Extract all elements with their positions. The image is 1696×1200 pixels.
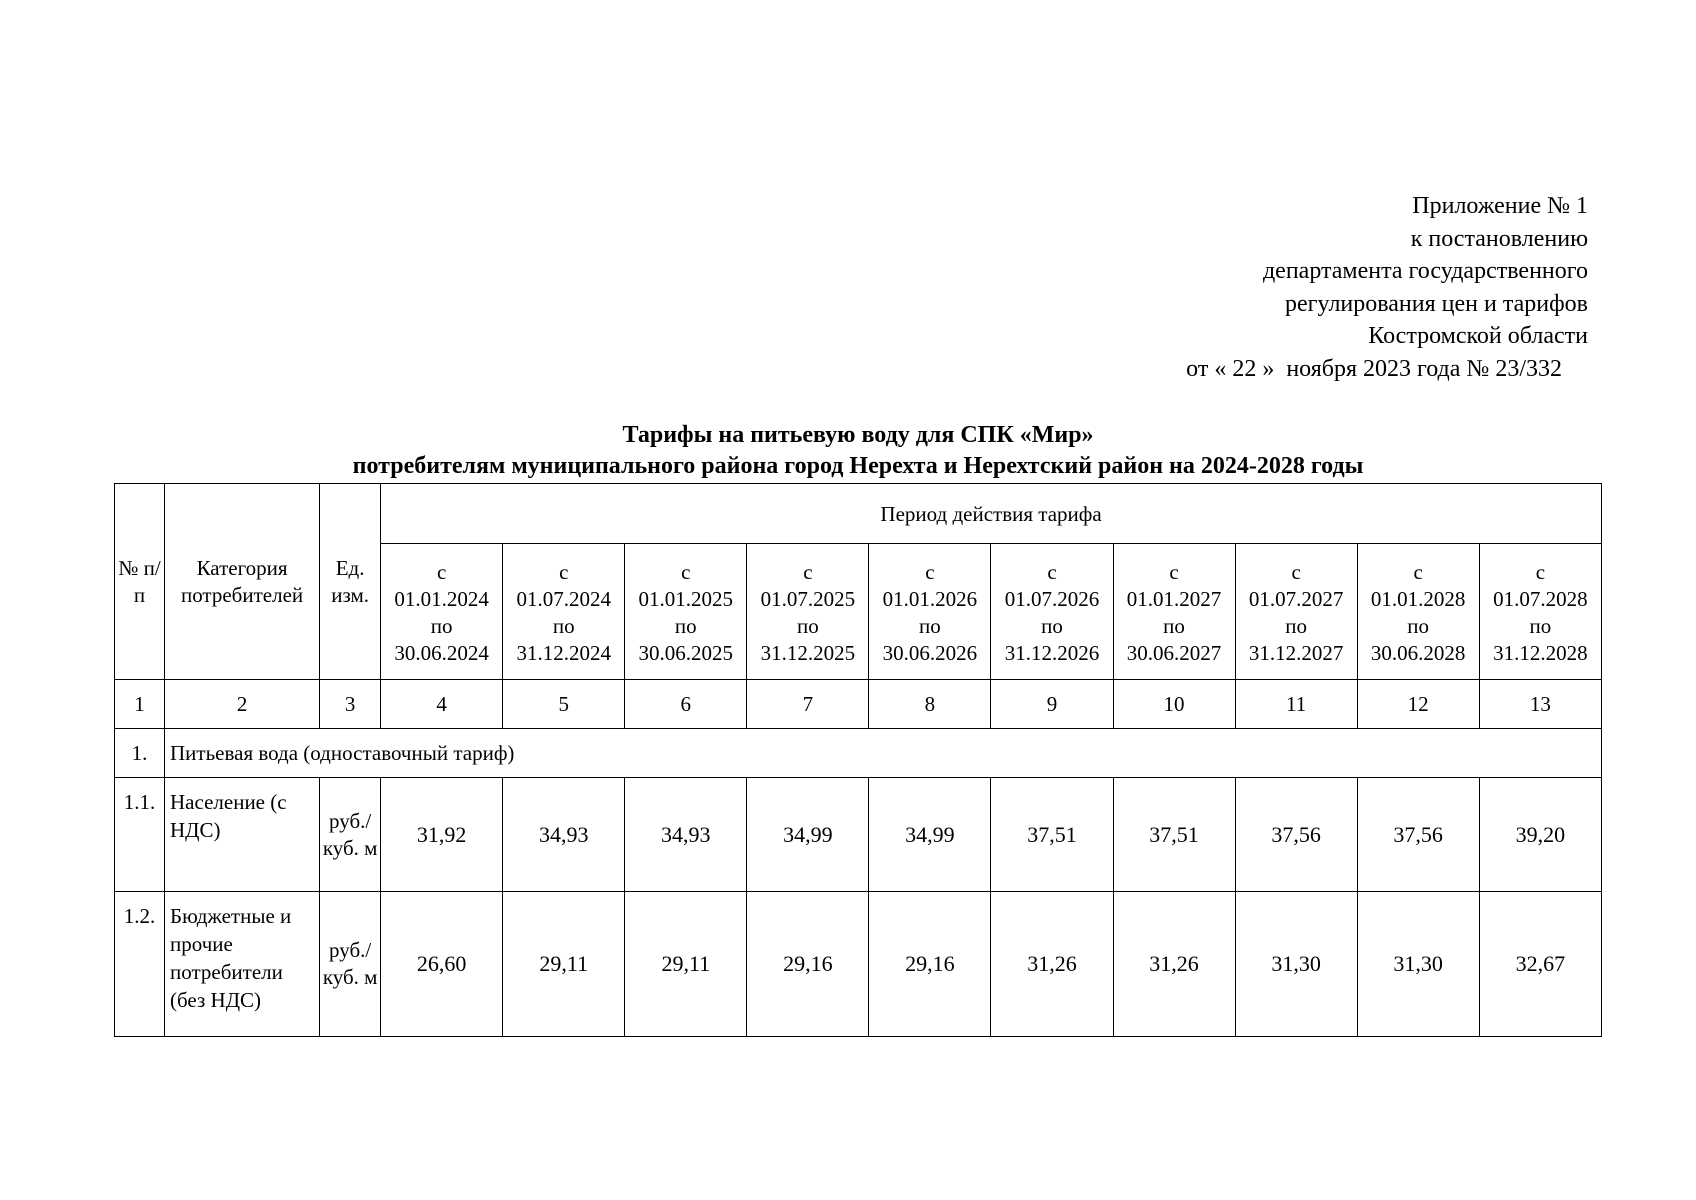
column-number-cell: 12: [1357, 680, 1479, 729]
period-to-word: по: [1529, 613, 1552, 638]
row-unit: руб./ куб. м: [320, 892, 381, 1037]
period-to: 30.06.2027: [1126, 640, 1222, 665]
tariff-value-cell: 34,93: [625, 778, 747, 892]
period-from: 01.01.2024: [394, 586, 489, 611]
period-to: 31.12.2027: [1248, 640, 1344, 665]
tariff-value-cell: 37,51: [1113, 778, 1235, 892]
section-index: 1.: [115, 729, 165, 778]
period-header-cell: [1113, 544, 1235, 680]
appendix-line-5: Костромской области: [1368, 323, 1588, 349]
period-from: 01.07.2027: [1248, 586, 1344, 611]
column-number-cell: 4: [381, 680, 503, 729]
title-line-2: потребителям муниципального района город Нерехта и Нерехтский район на 2024-2028 годы: [352, 453, 1364, 479]
tariff-value-cell: 31,26: [1113, 892, 1235, 1037]
tariff-value-cell: 32,67: [1479, 892, 1601, 1037]
tariff-value-cell: 34,99: [869, 778, 991, 892]
tariff-value-cell: 29,16: [747, 892, 869, 1037]
period-from: 01.01.2026: [882, 586, 978, 611]
period-header-cell: [747, 544, 869, 680]
appendix-line-3: департамента государственного: [1262, 258, 1588, 284]
tariff-value-cell: 31,30: [1357, 892, 1479, 1037]
row-category: Бюджетные и прочие потребители (без НДС): [165, 892, 320, 1037]
tariff-value-cell: 29,11: [503, 892, 625, 1037]
row-unit: руб./ куб. м: [320, 778, 381, 892]
title-line-1: Тарифы на питьевую воду для СПК «Мир»: [622, 422, 1094, 448]
header-unit: Ед. изм.: [320, 484, 381, 680]
column-number-cell: 13: [1479, 680, 1601, 729]
period-to-word: по: [796, 613, 819, 638]
tariff-value-cell: 31,30: [1235, 892, 1357, 1037]
appendix-line-4: регулирования цен и тарифов: [1285, 290, 1588, 317]
period-header-cell: [869, 544, 991, 680]
period-header-cell: [991, 544, 1113, 680]
appendix-line-2: к постановлению: [1410, 225, 1588, 252]
period-header-cell: [503, 544, 625, 680]
column-number-row: [115, 680, 1602, 729]
column-number-cell: 1: [115, 680, 165, 729]
section-row: [115, 729, 1602, 778]
column-number-cell: 9: [991, 680, 1113, 729]
period-to: 30.06.2025: [638, 640, 734, 665]
period-from-word: с: [803, 559, 813, 584]
row-index: 1.2.: [115, 892, 165, 1037]
resolution-date-line: от « 22 » ноября 2023 года № 23/332: [1186, 355, 1562, 382]
column-number-cell: 6: [625, 680, 747, 729]
column-number-cell: 3: [320, 680, 381, 729]
period-from-word: с: [925, 559, 935, 584]
tariff-value-cell: 39,20: [1479, 778, 1601, 892]
column-number-cell: 8: [869, 680, 991, 729]
column-number-cell: 11: [1235, 680, 1357, 729]
section-label: Питьевая вода (одноставочный тариф): [165, 729, 1602, 778]
period-from: 01.07.2028: [1493, 586, 1588, 611]
tariff-value-cell: 34,99: [747, 778, 869, 892]
period-to-word: по: [1163, 613, 1185, 638]
period-to-word: по: [1285, 613, 1307, 638]
period-to: 30.06.2028: [1370, 640, 1466, 665]
tariff-value-cell: 37,56: [1357, 778, 1479, 892]
row-index: 1.1.: [115, 778, 165, 892]
table-row: [115, 892, 1602, 1037]
row-category: Население (с НДС): [165, 778, 320, 892]
period-from: 01.01.2027: [1126, 586, 1222, 611]
period-to: 31.12.2026: [1004, 640, 1100, 665]
tariff-table: [114, 483, 1602, 1037]
period-from: 01.01.2025: [638, 586, 734, 611]
column-number-cell: 2: [165, 680, 320, 729]
period-to-word: по: [1041, 613, 1063, 638]
period-header-cell: [1479, 544, 1601, 680]
period-header-cell: [381, 544, 503, 680]
period-header-cell: [1357, 544, 1479, 680]
header-period-group: Период действия тарифа: [381, 484, 1602, 544]
period-from-word: с: [1413, 559, 1423, 584]
period-to: 31.12.2024: [516, 640, 611, 665]
period-to-word: по: [552, 613, 575, 638]
period-header-cell: [625, 544, 747, 680]
period-from-word: с: [681, 559, 691, 584]
appendix-block: [988, 190, 1588, 385]
header-num: № п/п: [115, 484, 165, 680]
period-to-word: по: [919, 613, 941, 638]
period-to: 31.12.2025: [760, 640, 856, 665]
column-number-cell: 10: [1113, 680, 1235, 729]
table-row: [115, 778, 1602, 892]
period-from-word: с: [1047, 559, 1057, 584]
period-from: 01.07.2026: [1004, 586, 1100, 611]
tariff-value-cell: 29,16: [869, 892, 991, 1037]
period-to: 30.06.2024: [394, 640, 489, 665]
tariff-value-cell: 37,51: [991, 778, 1113, 892]
period-to: 31.12.2028: [1493, 640, 1588, 665]
tariff-value-cell: 26,60: [381, 892, 503, 1037]
column-number-cell: 7: [747, 680, 869, 729]
column-number-cell: 5: [503, 680, 625, 729]
tariff-value-cell: 34,93: [503, 778, 625, 892]
period-header-cell: [1235, 544, 1357, 680]
period-from-word: с: [1169, 559, 1179, 584]
period-from-word: с: [1535, 559, 1546, 584]
period-to-word: по: [1407, 613, 1430, 638]
tariff-value-cell: 31,26: [991, 892, 1113, 1037]
document-title: [114, 420, 1602, 482]
period-to-word: по: [674, 613, 697, 638]
tariff-value-cell: 31,92: [381, 778, 503, 892]
period-from-word: с: [559, 559, 569, 584]
period-from: 01.01.2028: [1370, 586, 1466, 611]
appendix-line-1: Приложение № 1: [1412, 193, 1588, 219]
period-to-word: по: [430, 613, 453, 638]
period-from: 01.07.2025: [760, 586, 856, 611]
period-from-word: с: [437, 559, 447, 584]
header-category: Категория потребителей: [165, 484, 320, 680]
period-to: 30.06.2026: [882, 640, 978, 665]
tariff-value-cell: 29,11: [625, 892, 747, 1037]
tariff-value-cell: 37,56: [1235, 778, 1357, 892]
period-from: 01.07.2024: [516, 586, 611, 611]
period-from-word: с: [1291, 559, 1301, 584]
